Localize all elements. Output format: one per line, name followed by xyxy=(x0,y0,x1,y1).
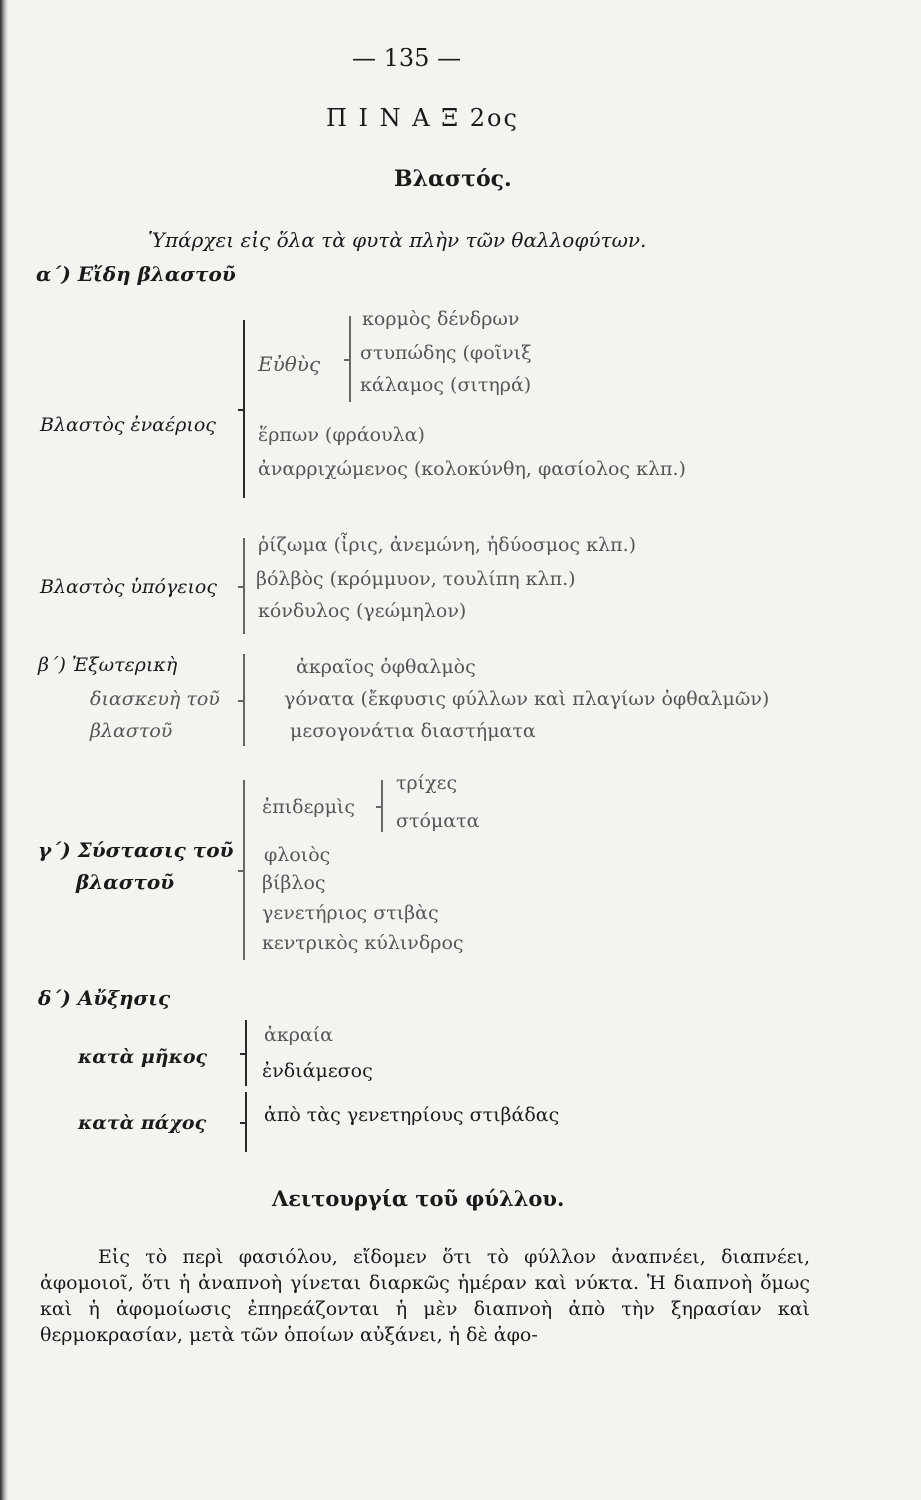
section-c-item-phloem: βίβλος xyxy=(262,872,326,894)
section-b-item-1: ἀκραῖος ὀφθαλμὸς xyxy=(296,656,476,678)
straight-brace xyxy=(349,316,351,402)
length-item-intermediate: ἐνδιάμεσος xyxy=(262,1060,373,1082)
intro-line: Ὑπάρχει εἰς ὅλα τὰ φυτὰ πλὴν τῶν θαλλοφύτων. xyxy=(148,228,647,252)
section-b-label-2: διασκευὴ τοῦ xyxy=(90,688,220,710)
straight-item-1: κορμὸς δένδρων xyxy=(362,308,520,330)
underground-label: Βλαστὸς ὑπόγειος xyxy=(40,576,217,598)
page-number: — 135 — xyxy=(352,44,462,72)
section-b-item-3: μεσογονάτια διαστήματα xyxy=(290,720,536,742)
subject-title: Βλαστός. xyxy=(394,166,512,192)
epidermis-item-hairs: τρίχες xyxy=(396,772,458,794)
underground-item-bulb: βόλβὸς (κρόμμυον, τουλίπη κλπ.) xyxy=(256,568,576,590)
thickness-label: κατὰ πάχος xyxy=(78,1112,207,1134)
underground-item-rhizome: ῥίζωμα (ἶρις, ἀνεμώνη, ἡδύοσμος κλπ.) xyxy=(258,534,637,556)
length-brace xyxy=(245,1020,247,1086)
section-b-label-1: β΄) Ἐξωτερικὴ xyxy=(38,654,178,676)
section-c-label-2: βλαστοῦ xyxy=(76,870,175,894)
straight-label: Εὐθὺς xyxy=(258,352,321,376)
section-c-item-cambium: γενετήριος στιβὰς xyxy=(262,902,439,924)
underground-item-tuber: κόνδυλος (γεώμηλον) xyxy=(258,600,467,622)
aerial-label: Βλαστὸς ἐναέριος xyxy=(40,414,216,436)
straight-item-2: στυπώδης (φοῖνιξ xyxy=(360,342,532,364)
length-item-apical: ἀκραία xyxy=(264,1024,333,1046)
length-label: κατὰ μῆκος xyxy=(78,1046,208,1068)
thickness-brace xyxy=(245,1092,247,1152)
straight-item-3: κάλαμος (σιτηρά) xyxy=(360,374,532,396)
leaf-function-paragraph: Εἰς τὸ περὶ φασιόλου, εἴδομεν ὅτι τὸ φύλλον ἀναπνέει, διαπνέει, ἀφομοιοῖ, ὅτι ἡ ἀναπνοὴ γίνεται διαρκῶς ἡμέραν καὶ νύκτα. Ἡ διαπνοὴ ὅμως καὶ ἡ ἀφομοίωσις ἐπηρεάζονται ἡ μὲν διαπνοὴ ἀπὸ τὴν ξηρασίαν καὶ θερμοκρασίαν, μετὰ τῶν ὁποίων αὐξάνει, ἡ δὲ ἀφο- xyxy=(40,1246,810,1346)
leaf-function-heading: Λειτουργία τοῦ φύλλου. xyxy=(272,1186,565,1211)
page-edge-shadow xyxy=(0,0,8,1500)
section-c-label-1: γ΄) Σύστασις τοῦ xyxy=(38,838,234,862)
section-a-heading: α΄) Εἴδη βλαστοῦ xyxy=(36,262,236,286)
thickness-item: ἀπὸ τὰς γενετηρίους στιβάδας xyxy=(264,1104,560,1126)
section-b-brace xyxy=(243,654,245,746)
epidermis-brace xyxy=(381,780,383,832)
aerial-item-creeping: ἕρπων (φράουλα) xyxy=(258,424,425,446)
section-c-item-central-cylinder: κεντρικὸς κύλινδρος xyxy=(262,932,464,954)
section-d-heading: δ΄) Αὔξησις xyxy=(38,986,171,1010)
table-title: Π Ι Ν Α Ξ 2ος xyxy=(326,104,519,132)
section-c-item-bark: φλοιὸς xyxy=(264,844,331,866)
epidermis-label: ἐπιδερμὶς xyxy=(262,796,356,818)
underground-brace xyxy=(243,538,245,634)
section-c-brace xyxy=(243,780,245,960)
section-b-item-2: γόνατα (ἔκφυσις φύλλων καὶ πλαγίων ὀφθαλμῶν) xyxy=(284,688,770,710)
aerial-brace xyxy=(243,320,245,498)
aerial-item-climbing: ἀναρριχώμενος (κολοκύνθη, φασίολος κλπ.) xyxy=(258,458,686,480)
epidermis-item-stomata: στόματα xyxy=(396,810,480,832)
section-b-label-3: βλαστοῦ xyxy=(90,720,173,742)
